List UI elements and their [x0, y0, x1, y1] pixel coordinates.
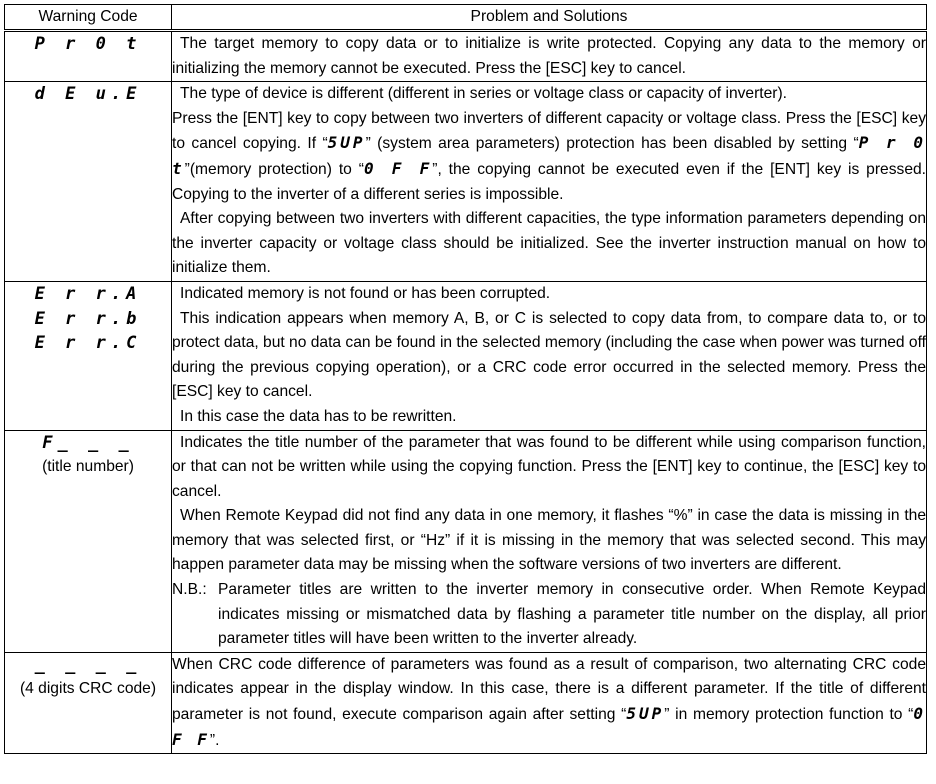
table-row [5, 430, 927, 652]
text-fragment: ”(memory protection) to “ [184, 160, 364, 178]
description-paragraph: The target memory to copy data or to initialize is write protected. Copying any data to the memory or initializing the memory cannot be executed. Press the [ESC] key to cancel. [172, 35, 926, 77]
description-paragraph: The type of device is different (different in series or voltage class or capacity of inverter). [180, 85, 787, 103]
text-fragment: Press the [ENT] key to copy between two inverters of different capacity or voltage class. Press the [ESC] key to cancel copying. If “ [172, 109, 926, 153]
inline-code-off: 0 F F [363, 158, 433, 178]
warning-code-table [4, 4, 927, 754]
note-label: N.B.: [172, 581, 207, 599]
warning-code-cell [5, 652, 172, 753]
warning-code-cell [5, 82, 172, 282]
warning-code-subtitle: (4 digits CRC code) [19, 680, 157, 698]
inline-code-prot: P r 0 t [172, 133, 926, 178]
warning-code: E r r.C [34, 333, 142, 354]
text-fragment: ” (system area parameters) protection has been disabled by setting “ [365, 135, 859, 153]
inline-code-sup: 5UP [327, 133, 366, 153]
description-paragraph: Indicated memory is not found or has been corrupted. [180, 284, 551, 302]
note-text: Parameter titles are written to the inverter memory in consecutive order. When Remote Keypad indicates missing or mismatched data by flashing a parameter title number on the display, all prior parameter titles will have been written to the inverter already. [218, 581, 926, 648]
description-paragraph [172, 653, 926, 753]
header-problem-solutions: Problem and Solutions [172, 5, 927, 31]
note-block [172, 578, 926, 652]
warning-code: P r 0 t [34, 34, 142, 54]
description-paragraph [172, 107, 926, 207]
description-cell [172, 652, 927, 753]
description-paragraph: In this case the data has to be rewritten. [180, 407, 457, 425]
text-fragment: ” in memory protection function to “ [664, 706, 914, 724]
description-cell [172, 281, 927, 430]
text-fragment: ”, the copying cannot be executed even if the [ENT] key is pressed. Copying to the inverter of a different series is impossible. [172, 160, 926, 203]
warning-code-cell [5, 430, 172, 652]
description-cell [172, 31, 927, 82]
warning-code: _ _ _ _ [34, 654, 142, 675]
description-paragraph: When Remote Keypad did not find any data in one memory, it flashes “%” in case the data is missing in the memory that was selected first, or “Hz” if it is missing in the memory that was selected second. This may happen parameter data may be missing when the software versions of two inverters are different. [172, 507, 926, 574]
inline-code-sup: 5UP [626, 704, 665, 724]
warning-code-cell [5, 31, 172, 82]
header-warning-code: Warning Code [5, 5, 172, 31]
inline-code-off: 0 F F [172, 704, 926, 749]
header-row [5, 5, 927, 31]
warning-code-cell [5, 281, 172, 430]
table-row [5, 281, 927, 430]
table-row [5, 652, 927, 753]
description-cell [172, 430, 927, 652]
warning-code: F_ _ _ [42, 432, 134, 453]
table-row [5, 31, 927, 82]
warning-code: d E u.E [34, 84, 142, 105]
warning-code-subtitle: (title number) [42, 458, 134, 476]
warning-code: E r r.b [34, 308, 142, 329]
description-cell [172, 82, 927, 282]
table-row [5, 82, 927, 282]
text-fragment: ”. [209, 731, 220, 749]
description-paragraph: This indication appears when memory A, B, or C is selected to copy data from, to compare data to, or to protect data, but no data can be found in the selected memory (including the case when power was turned off during the previous copying operation), or a CRC code error occurred in the selected memory. Press the [ESC] key to cancel. [172, 309, 926, 401]
description-paragraph: After copying between two inverters with different capacities, the type information parameters depending on the inverter capacity or voltage class should be initialized. See the inverter instruction manual on how to initialize them. [172, 210, 926, 277]
text-fragment: When CRC code difference of parameters was found as a result of comparison, two alternating CRC code indicates appear in the display window. In this case, there is a different parameter. If the title of different parameter is not found, execute comparison again after setting “ [172, 655, 926, 724]
description-paragraph: Indicates the title number of the parameter that was found to be different while using comparison function, or that can not be written while using the copying function. Press the [ENT] key to continue, the [ESC] key to cancel. [172, 433, 926, 500]
warning-code: E r r.A [34, 283, 142, 304]
